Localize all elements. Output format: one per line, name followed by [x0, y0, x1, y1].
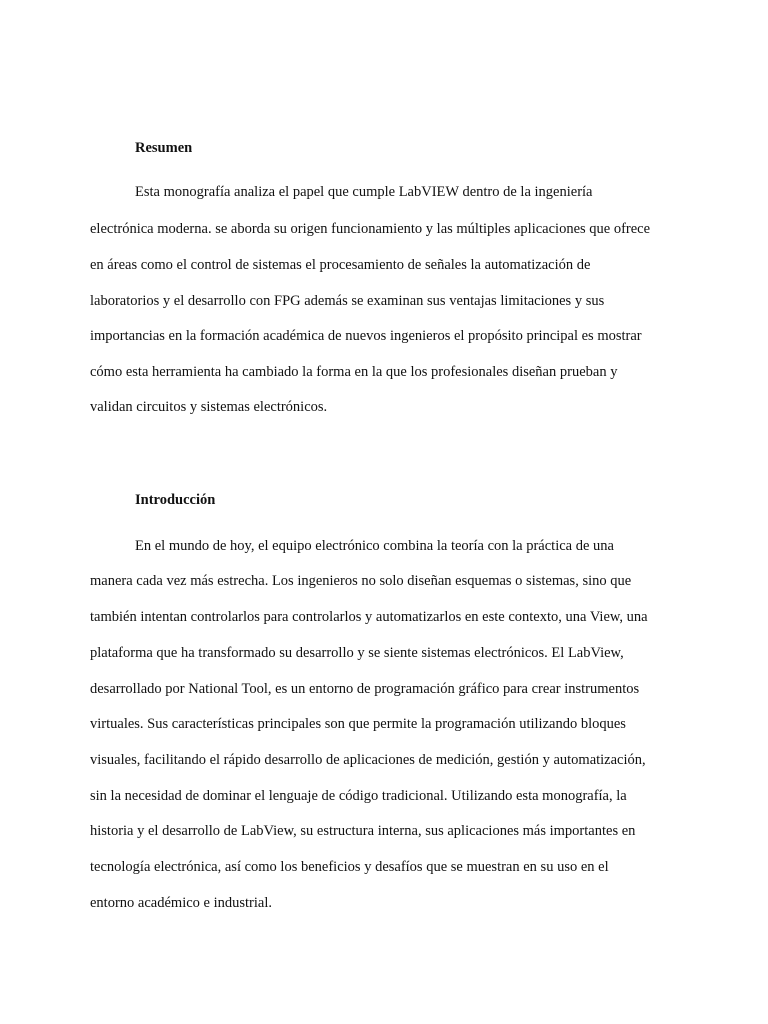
- introduccion-line-8: sin la necesidad de dominar el lenguaje de código tradicional. Utilizando esta monografía, la: [90, 788, 627, 804]
- introduccion-line-1: En el mundo de hoy, el equipo electrónico combina la teoría con la práctica de una: [135, 538, 614, 554]
- resumen-line-1: Esta monografía analiza el papel que cumple LabVIEW dentro de la ingeniería: [135, 184, 593, 200]
- resumen-line-3: en áreas como el control de sistemas el procesamiento de señales la automatización de: [90, 257, 591, 273]
- resumen-line-7: validan circuitos y sistemas electrónicos.: [90, 399, 328, 415]
- introduccion-line-11: entorno académico e industrial.: [90, 895, 272, 911]
- introduccion-line-3: también intentan controlarlos para controlarlos y automatizarlos en este contexto, una View, una: [90, 609, 648, 625]
- introduccion-line-6: virtuales. Sus características principales son que permite la programación utilizando bloques: [90, 716, 626, 732]
- resumen-line-2: electrónica moderna. se aborda su origen funcionamiento y las múltiples aplicaciones que ofrece: [90, 221, 651, 237]
- resumen-line-6: cómo esta herramienta ha cambiado la forma en la que los profesionales diseñan prueban y: [90, 364, 618, 380]
- introduccion-line-7: visuales, facilitando el rápido desarrollo de aplicaciones de medición, gestión y automatización,: [90, 752, 646, 768]
- resumen-heading: Resumen: [135, 140, 193, 156]
- introduccion-line-5: desarrollado por National Tool, es un entorno de programación gráfico para crear instrumentos: [90, 681, 640, 697]
- resumen-line-4: laboratorios y el desarrollo con FPG además se examinan sus ventajas limitaciones y sus: [90, 293, 605, 309]
- introduccion-line-4: plataforma que ha transformado su desarrollo y se siente sistemas electrónicos. El LabView,: [90, 645, 624, 661]
- resumen-line-5: importancias en la formación académica de nuevos ingenieros el propósito principal es mostrar: [90, 328, 642, 344]
- introduccion-line-2: manera cada vez más estrecha. Los ingenieros no solo diseñan esquemas o sistemas, sino que: [90, 573, 632, 589]
- introduccion-heading: Introducción: [135, 492, 216, 508]
- introduccion-line-10: tecnología electrónica, así como los beneficios y desafíos que se muestran en su uso en el: [90, 859, 609, 875]
- introduccion-line-9: historia y el desarrollo de LabView, su estructura interna, sus aplicaciones más importantes en: [90, 823, 636, 839]
